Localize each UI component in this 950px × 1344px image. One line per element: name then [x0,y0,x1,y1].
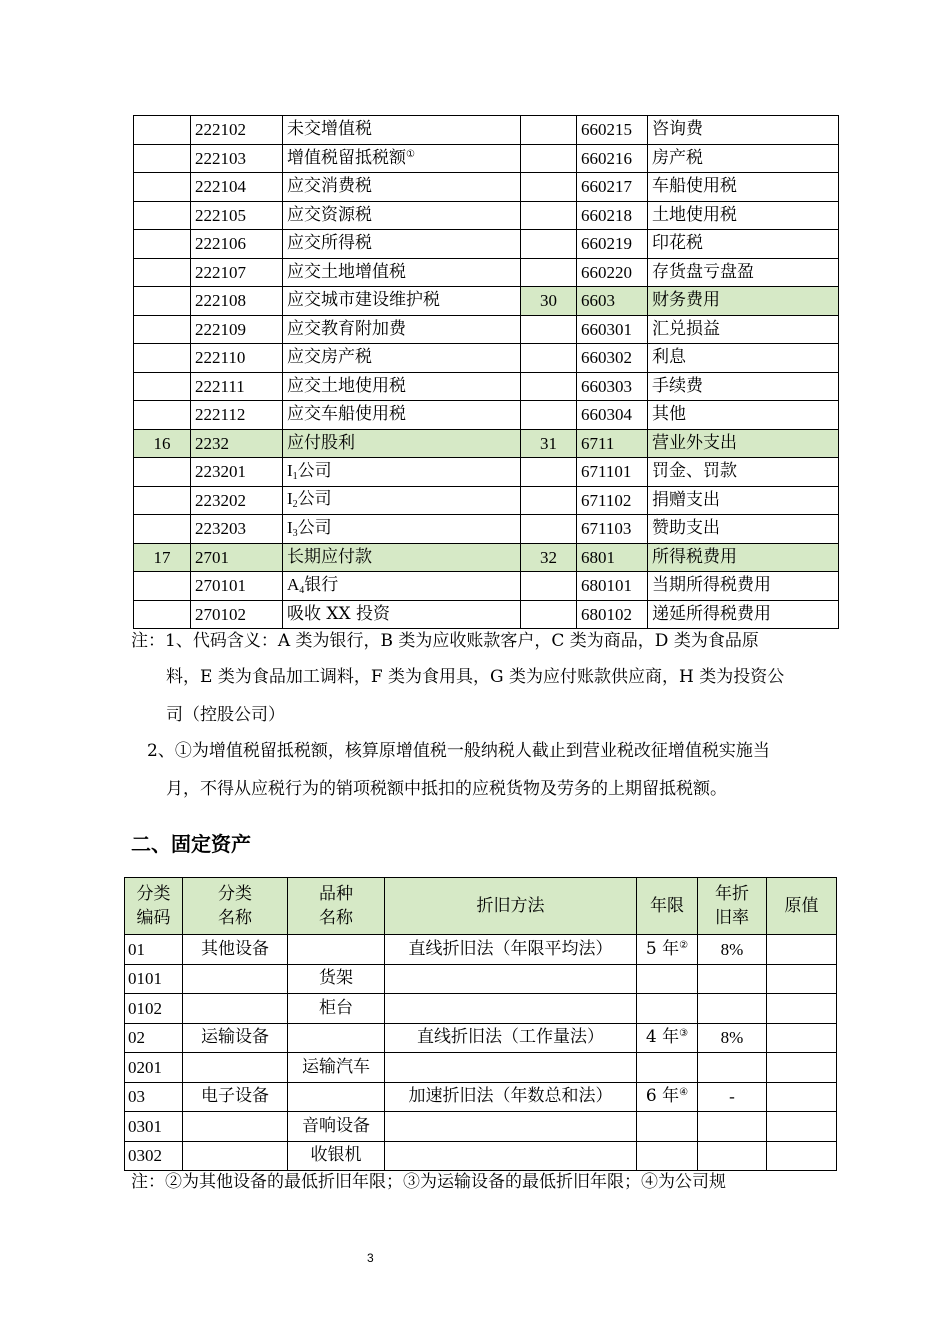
name-text: 应交所得税 [287,233,372,254]
asset-item: 运输汽车 [288,1053,385,1083]
name-prefix: I [287,460,293,480]
table-row [134,515,839,544]
account-code-left: 222104 [191,173,283,202]
account-code-left: 222110 [191,344,283,373]
name-subscript: 4 [299,584,305,596]
row-number-right [521,230,577,259]
footnote-mark: ① [406,148,415,160]
row-number-left [134,458,191,487]
account-name-left [283,543,521,572]
account-name-left [283,486,521,515]
asset-value [767,964,837,994]
account-name-right: 赞助支出 [648,515,839,544]
asset-rate [698,1141,767,1171]
name-text: 应交土地增值税 [287,261,406,282]
asset-item [288,1082,385,1112]
account-name-left [283,600,521,629]
table-row [125,994,837,1024]
asset-code: 02 [125,1023,183,1053]
row-number-right [521,173,577,202]
asset-code: 0101 [125,964,183,994]
table-row [134,315,839,344]
asset-years [637,1082,698,1112]
account-code-left: 222111 [191,372,283,401]
name-text: 公司 [297,489,332,510]
note-code-meaning-cont: 料，E 类为食品加工调料，F 类为食用具，G 类为应付账款供应商，H 类为投资公 [166,667,785,687]
account-name-right: 财务费用 [648,287,839,316]
asset-code: 0302 [125,1141,183,1171]
note-vat-credit-cont: 月，不得从应税行为的销项税额中抵扣的应税货物及劳务的上期留抵税额。 [166,779,727,799]
account-name-right: 其他 [648,401,839,430]
asset-method: 直线折旧法（年限平均法） [385,935,637,965]
account-name-right: 罚金、罚款 [648,458,839,487]
name-text: 增值税留抵税额 [287,147,406,168]
account-name-right: 咨询费 [648,116,839,145]
account-code-left: 222106 [191,230,283,259]
asset-rate: - [698,1082,767,1112]
asset-code: 0301 [125,1112,183,1142]
asset-code: 0102 [125,994,183,1024]
asset-code: 03 [125,1082,183,1112]
table-row [134,401,839,430]
name-text: 未交增值税 [287,119,372,140]
account-code-left: 270102 [191,600,283,629]
row-number-right: 31 [521,429,577,458]
account-name-right: 所得税费用 [648,543,839,572]
account-name-right: 汇兑损益 [648,315,839,344]
table-row [125,1023,837,1053]
header-text: 分类 [136,884,171,904]
name-text: 应交房产税 [287,347,372,368]
footnote-mark: ③ [679,1028,689,1040]
table-row [134,600,839,629]
name-text: 应交资源税 [287,204,372,225]
asset-value [767,1141,837,1171]
fixed-assets-table [124,877,837,1171]
footnote-mark: ④ [679,1087,689,1099]
asset-category [183,994,288,1024]
name-text: 银行 [304,574,339,595]
table-row [134,372,839,401]
name-text: 应交土地使用税 [287,375,406,396]
row-number-right [521,116,577,145]
row-number-left [134,173,191,202]
account-code-left: 222107 [191,258,283,287]
asset-years [637,994,698,1024]
row-number-right [521,458,577,487]
table-row [125,1112,837,1142]
account-code-left: 222108 [191,287,283,316]
table-row [125,1141,837,1171]
asset-rate [698,1112,767,1142]
row-number-left [134,372,191,401]
account-name-left [283,173,521,202]
table-row [134,201,839,230]
table-row [125,935,837,965]
account-code-right: 671101 [577,458,648,487]
account-code-right: 660216 [577,144,648,173]
account-name-left [283,287,521,316]
name-prefix: I [287,489,293,509]
table-header-row [125,878,837,935]
name-text: 公司 [297,517,332,538]
account-code-left: 222102 [191,116,283,145]
table-row [134,116,839,145]
table-row [134,144,839,173]
name-subscript: 1 [292,470,298,482]
name-prefix: I [287,517,293,537]
account-code-right: 660304 [577,401,648,430]
asset-category: 电子设备 [183,1082,288,1112]
account-name-right: 手续费 [648,372,839,401]
row-number-right [521,486,577,515]
accounts-table [133,115,839,629]
header-years: 年限 [637,878,698,935]
table-row [125,964,837,994]
asset-years [637,964,698,994]
account-code-left: 2701 [191,543,283,572]
asset-value [767,1112,837,1142]
account-code-right: 660303 [577,372,648,401]
table-row [125,1082,837,1112]
row-number-left [134,515,191,544]
note-depreciation-years: 注：②为其他设备的最低折旧年限；③为运输设备的最低折旧年限；④为公司规 [131,1172,726,1192]
account-code-left: 2232 [191,429,283,458]
years-text: 5 年 [645,938,680,959]
header-text: 编码 [136,908,171,928]
header-text: 旧率 [715,908,749,928]
header-text: 名称 [319,908,353,928]
asset-item: 音响设备 [288,1112,385,1142]
account-code-right: 660302 [577,344,648,373]
account-code-left: 222103 [191,144,283,173]
account-name-right: 营业外支出 [648,429,839,458]
asset-value [767,935,837,965]
header-category [183,878,288,935]
row-number-left [134,258,191,287]
account-code-right: 680102 [577,600,648,629]
account-code-right: 671102 [577,486,648,515]
row-number-left: 16 [134,429,191,458]
asset-value [767,1082,837,1112]
row-number-right [521,572,577,601]
account-name-left [283,515,521,544]
account-code-left: 223203 [191,515,283,544]
account-name-left [283,315,521,344]
row-number-right [521,401,577,430]
account-name-left [283,429,521,458]
account-name-left [283,458,521,487]
account-code-right: 660301 [577,315,648,344]
account-name-right: 印花税 [648,230,839,259]
header-value: 原值 [767,878,837,935]
account-name-right: 递延所得税费用 [648,600,839,629]
row-number-right [521,258,577,287]
name-text: 应交城市建设维护税 [287,290,440,311]
note-code-meaning-end: 司（控股公司） [166,705,285,725]
account-code-right: 671103 [577,515,648,544]
row-number-left [134,315,191,344]
header-code [125,878,183,935]
account-code-left: 222112 [191,401,283,430]
account-name-right: 存货盘亏盘盈 [648,258,839,287]
account-name-left [283,201,521,230]
account-code-left: 223202 [191,486,283,515]
note-code-meaning: 注：1、代码含义：A 类为银行，B 类为应收账款客户，C 类为商品，D 类为食品原 [131,631,759,651]
asset-item [288,935,385,965]
account-name-left [283,230,521,259]
header-method: 折旧方法 [385,878,637,935]
account-code-right: 660220 [577,258,648,287]
page-number: 3 [367,1251,374,1265]
account-code-right: 660215 [577,116,648,145]
account-name-left [283,401,521,430]
asset-item: 柜台 [288,994,385,1024]
account-name-left [283,144,521,173]
row-number-right [521,372,577,401]
account-name-right: 捐赠支出 [648,486,839,515]
table-row [134,543,839,572]
asset-code: 01 [125,935,183,965]
asset-category [183,964,288,994]
header-text: 名称 [218,908,252,928]
account-code-right: 660217 [577,173,648,202]
asset-method: 加速折旧法（年数总和法） [385,1082,637,1112]
asset-method [385,964,637,994]
asset-method [385,994,637,1024]
asset-rate [698,964,767,994]
account-code-right: 6603 [577,287,648,316]
account-code-right: 6711 [577,429,648,458]
asset-method [385,1112,637,1142]
name-text: 长期应付款 [287,546,372,567]
name-subscript: 2 [292,499,298,511]
account-name-right: 土地使用税 [648,201,839,230]
name-text: 应付股利 [287,432,355,453]
table-row [134,458,839,487]
row-number-left [134,344,191,373]
account-name-left [283,116,521,145]
asset-years [637,1023,698,1053]
years-text: 6 年 [645,1086,680,1107]
table-row [134,429,839,458]
asset-value [767,1053,837,1083]
account-code-right: 660219 [577,230,648,259]
row-number-right [521,315,577,344]
row-number-left: 17 [134,543,191,572]
asset-years [637,1053,698,1083]
table-row [134,572,839,601]
asset-rate [698,1053,767,1083]
years-text: 4 年 [645,1027,680,1048]
table-row [134,230,839,259]
account-name-right: 车船使用税 [648,173,839,202]
row-number-right [521,515,577,544]
row-number-right [521,201,577,230]
row-number-right [521,600,577,629]
account-name-left [283,372,521,401]
asset-item: 货架 [288,964,385,994]
account-name-right: 利息 [648,344,839,373]
row-number-right [521,344,577,373]
table-row [134,258,839,287]
table-row [134,173,839,202]
name-prefix: A [287,574,300,594]
account-code-left: 222105 [191,201,283,230]
asset-method [385,1141,637,1171]
row-number-left [134,201,191,230]
name-text: 吸收 XX 投资 [287,603,391,624]
asset-category: 其他设备 [183,935,288,965]
account-name-left [283,572,521,601]
name-text: 应交教育附加费 [287,318,406,339]
table-row [134,486,839,515]
account-code-right: 680101 [577,572,648,601]
account-code-right: 6801 [577,543,648,572]
row-number-left [134,287,191,316]
header-text: 分类 [218,884,252,904]
note-vat-credit: 2、①为增值税留抵税额，核算原增值税一般纳税人截止到营业税改征增值税实施当 [147,741,770,761]
account-name-right: 当期所得税费用 [648,572,839,601]
asset-value [767,994,837,1024]
header-item [288,878,385,935]
account-name-left [283,258,521,287]
account-name-right: 房产税 [648,144,839,173]
asset-rate [698,994,767,1024]
table-row [134,287,839,316]
account-code-left: 270101 [191,572,283,601]
asset-value [767,1023,837,1053]
row-number-left [134,144,191,173]
account-name-left [283,344,521,373]
asset-category [183,1112,288,1142]
row-number-right: 32 [521,543,577,572]
asset-category: 运输设备 [183,1023,288,1053]
asset-rate: 8% [698,1023,767,1053]
asset-code: 0201 [125,1053,183,1083]
asset-years [637,1112,698,1142]
footnote-mark: ② [679,939,689,951]
row-number-left [134,401,191,430]
header-text: 年折 [715,884,749,904]
asset-years [637,1141,698,1171]
row-number-right: 30 [521,287,577,316]
table-row [134,344,839,373]
section-heading-fixed-assets: 二、固定资产 [131,832,251,856]
header-rate [698,878,767,935]
asset-rate: 8% [698,935,767,965]
account-code-left: 223201 [191,458,283,487]
name-text: 应交消费税 [287,176,372,197]
row-number-right [521,144,577,173]
row-number-left [134,486,191,515]
asset-item: 收银机 [288,1141,385,1171]
row-number-left [134,116,191,145]
asset-category [183,1141,288,1171]
row-number-left [134,600,191,629]
header-text: 品种 [319,884,353,904]
row-number-left [134,230,191,259]
asset-item [288,1023,385,1053]
account-code-right: 660218 [577,201,648,230]
asset-method [385,1053,637,1083]
asset-method: 直线折旧法（工作量法） [385,1023,637,1053]
name-text: 公司 [297,460,332,481]
account-code-left: 222109 [191,315,283,344]
row-number-left [134,572,191,601]
asset-category [183,1053,288,1083]
table-row [125,1053,837,1083]
name-text: 应交车船使用税 [287,404,406,425]
asset-years [637,935,698,965]
name-subscript: 3 [292,527,298,539]
